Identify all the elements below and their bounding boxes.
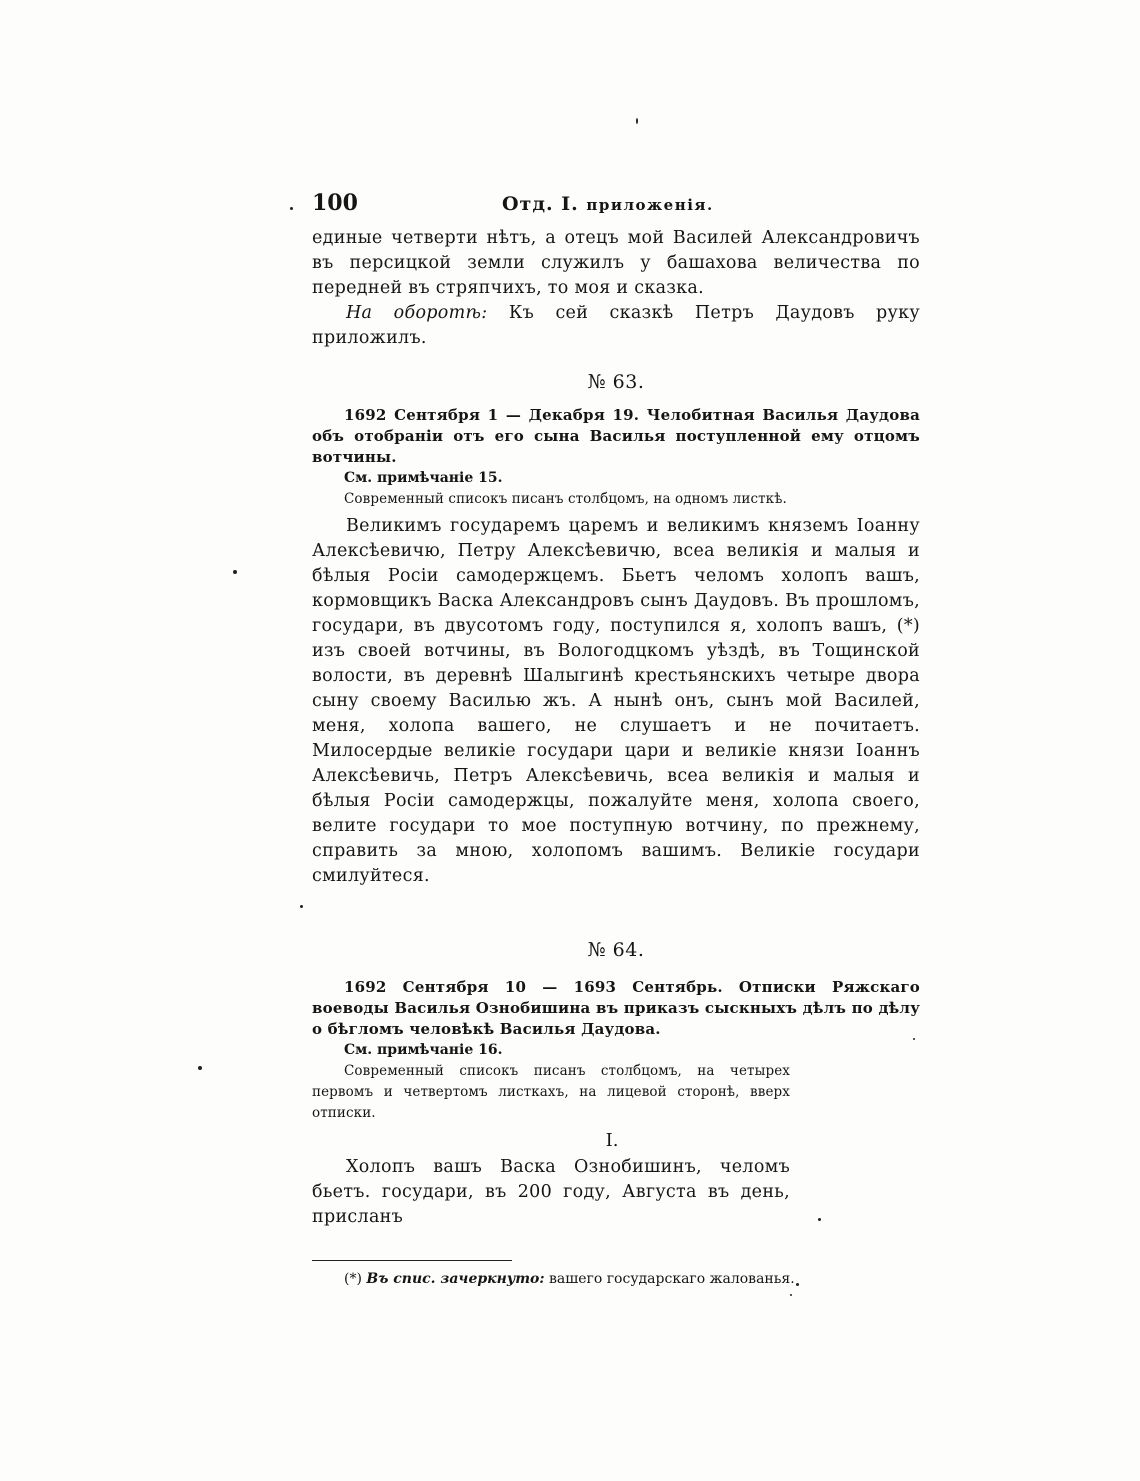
- scan-speck: [636, 118, 638, 124]
- page-header: [312, 190, 920, 226]
- doc-64-heading: 1692 Сентября 10 — 1693 Сентябрь. Отписки Ряжскаго воеводы Василья Ознобишина въ приказъ сыскныхъ дѣлъ по дѣлу о бѣгломъ человѣкѣ Василья Даудова.: [312, 978, 920, 1038]
- doc-63-see-note: См. примѣчаніе 15.: [344, 470, 503, 486]
- scan-speck: [913, 1038, 915, 1040]
- doc-63-heading: 1692 Сентября 1 — Декабря 19. Челобитная Василья Даудова объ отобраніи отъ его сына Василья поступленной ему отцомъ вотчины.: [312, 406, 920, 466]
- doc-63-body: Великимъ государемъ царемъ и великимъ княземъ Іоанну Алексѣевичю, Петру Алексѣевичю, всеа великія и малыя и бѣлыя Росіи самодержцемъ. Бьетъ челомъ холопъ вашъ, кормовщикъ Васка Александровъ сынъ Даудовъ. Въ прошломъ, государи, въ двусотомъ году, поступился я, холопъ вашъ, (*) изъ своей вотчины, въ Вологодцкомъ уѣздѣ, въ Тощинской волости, въ деревнѣ Шалыгинѣ крестьянскихъ четыре двора сыну своему Василью жъ. А нынѣ онъ, сынъ мой Василей, меня, холопа вашего, не слушаетъ и не почитаетъ. Милосердые великіе государи цари и великіе князи Іоаннъ Алексѣевичь, Петръ Алексѣевичь, всеа великія и малыя и бѣлыя Росіи самодержцы, пожалуйте меня, холопа своего, велите государи то мое поступную вотчину, по прежнему, справить за мною, холопомъ вашимъ. Великіе государи смилуйтеся.: [312, 516, 920, 886]
- page-number: 100: [312, 190, 358, 216]
- scan-speck: [300, 905, 303, 908]
- running-title: приложенія.: [586, 196, 714, 214]
- scan-speck: [233, 570, 237, 574]
- footnote-rule: [312, 1260, 512, 1261]
- continuation-text: единые четверти нѣтъ, а отецъ мой Василей Александровичъ въ персицкой земли служилъ у башахова величества по передней въ стряпчихъ, то моя и сказка.: [312, 228, 920, 298]
- doc-64-see-note: См. примѣчаніе 16.: [344, 1042, 503, 1058]
- verso-note: [312, 301, 920, 351]
- footnote-marker: (*): [344, 1271, 362, 1287]
- running-head: [502, 193, 714, 215]
- scan-speck: [198, 1066, 202, 1070]
- verso-label: На оборотѣ:: [346, 303, 488, 323]
- scan-speck: [818, 1218, 821, 1221]
- doc-64-number: № 64.: [587, 939, 645, 961]
- page: [312, 190, 920, 1287]
- doc-63-copy-note: Современный списокъ писанъ столбцомъ, на одномъ листкѣ.: [344, 491, 787, 507]
- scan-speck: [796, 1283, 799, 1286]
- scan-speck: [290, 207, 293, 210]
- section-label: Отд. I.: [502, 193, 579, 215]
- doc-64-body: Холопъ вашъ Васка Ознобишинъ, челомъ бьетъ. государи, въ 200 году, Августа въ день, присланъ: [312, 1157, 790, 1227]
- footnote-text: вашего государскаго жалованья.: [548, 1271, 795, 1287]
- footnote: [312, 1271, 920, 1287]
- scan-speck: [790, 1294, 792, 1296]
- footnote-label: Въ спис. зачеркнуто:: [366, 1271, 545, 1287]
- doc-64-section-number: I.: [605, 1130, 619, 1151]
- doc-64-copy-note: Современный списокъ писанъ столбцомъ, на четырех первомъ и четвертомъ листкахъ, на лицевой сторонѣ, вверх отписки.: [312, 1063, 790, 1121]
- doc-63-number: № 63.: [587, 371, 645, 393]
- verso-text: Къ сей сказкѣ Петръ Даудовъ руку приложилъ.: [312, 303, 920, 348]
